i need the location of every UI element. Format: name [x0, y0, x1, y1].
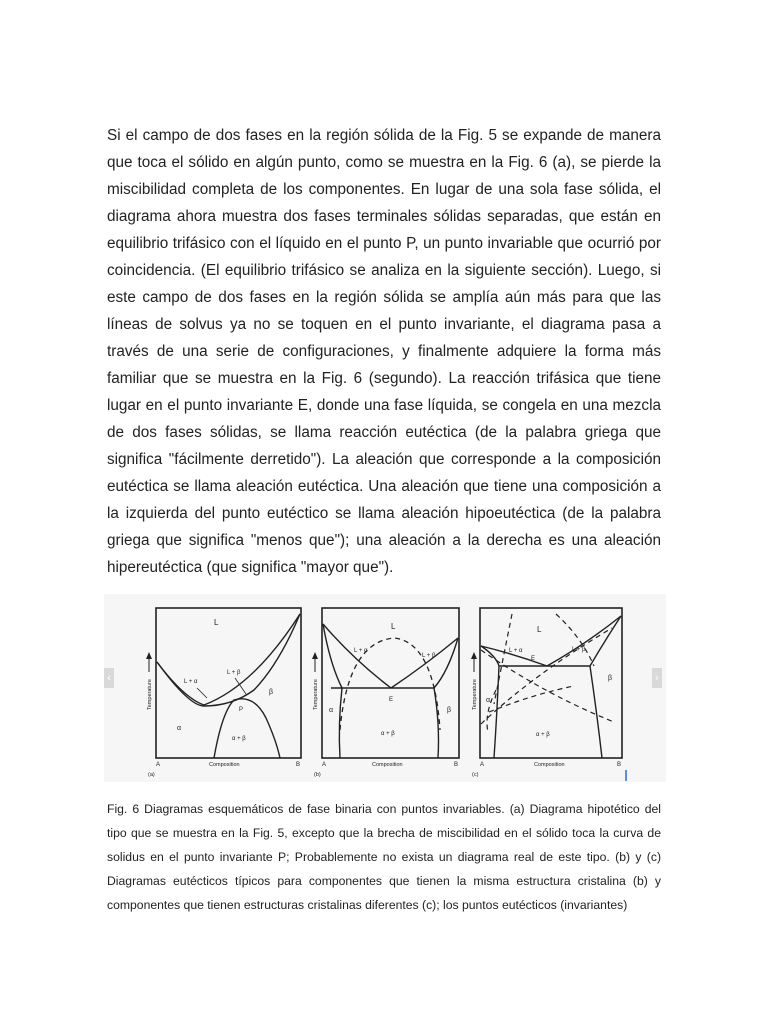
phase-diagrams-figure — [104, 594, 666, 784]
panel-c-dashed-6 — [489, 686, 574, 712]
panel-a-label-L-beta: L + β — [227, 670, 241, 676]
panel-a-x-axis-label: Composition — [209, 762, 240, 768]
carousel-prev-button[interactable]: ‹ — [104, 668, 114, 688]
panel-c-x-axis-label: Composition — [534, 762, 565, 768]
panel-c-end-A: A — [480, 762, 485, 768]
panel-a-tag: (a) — [148, 772, 155, 778]
panel-b-tag: (b) — [314, 772, 321, 778]
panel-c-end-B: B — [617, 762, 622, 768]
panel-a-solvus — [214, 699, 280, 758]
panel-c-y-arrowhead — [471, 652, 477, 659]
panel-b-end-A: A — [322, 762, 327, 768]
body-paragraph: Si el campo de dos fases en la región sólida de la Fig. 5 se expande de manera que toca el sólido en algún punto, como se muestra en la Fig. 6 (a), se pierde la miscibilidad completa de los componentes. En lugar de una sola fase sólida, el diagrama ahora muestra dos fases terminales sólidas separadas, que están en equilibrio trifásico con el líquido en el punto P, un punto invariable que ocurrió por coincidencia. (El equilibrio trifásico se analiza en la siguiente sección). Luego, si este campo de dos fases en la región sólida se amplía aún más para que las líneas de solvus ya no se toquen en el punto invariante, el diagrama pasa a través de una serie de configuraciones, y finalmente adquiere la forma más familiar que se muestra en la Fig. 6 (segundo). La reacción trifásica que tiene lugar en el punto invariante E, donde una fase líquida, se congela en una mezcla de dos fases sólidas, se llama reacción eutéctica (de la palabra griega que significa "fácilmente derretido"). La aleación que corresponde a la composición eutéctica se llama aleación eutéctica. Una aleación que tiene una composición a la izquierda del punto eutéctico se llama aleación hipoeutéctica (de la palabra griega que significa "menos que"); una aleación a la derecha es una aleación hipereutéctica (que significa "mayor que"). — [107, 127, 661, 576]
panel-a-label-L-alpha: L + α — [184, 679, 198, 685]
panel-c-dashed-4 — [481, 650, 614, 722]
panel-b-label-beta: β — [447, 707, 452, 714]
carousel-next-button[interactable]: › — [652, 668, 662, 688]
panel-c-label-L: L — [537, 625, 542, 634]
panel-b-end-B: B — [454, 762, 459, 768]
panel-a-label-L: L — [214, 618, 219, 627]
panel-c-frame — [480, 608, 622, 758]
panel-c-y-axis-label: Temperature — [472, 679, 478, 710]
panel-b-label-L: L — [391, 622, 396, 631]
panel-c-tag: (c) — [472, 772, 479, 778]
panel-b-label-alpha: α — [329, 707, 334, 714]
panel-b-label-E: E — [389, 697, 394, 703]
panel-c — [471, 608, 622, 778]
panel-a-label-P: P — [239, 707, 244, 713]
panel-c-label-L-alpha: L + α — [509, 648, 523, 654]
panel-a-liquidus — [157, 614, 300, 705]
panel-b-label-L-alpha: L + α — [354, 648, 368, 654]
panel-a-label-beta: β — [269, 689, 274, 696]
panel-b-solvus-right — [434, 688, 439, 758]
panel-a-leader-1 — [197, 688, 207, 698]
panel-b-solvus-left — [339, 688, 342, 758]
panel-c-dashed-3 — [481, 628, 612, 724]
panel-c-dashed-2 — [494, 614, 512, 704]
panel-a — [146, 608, 301, 778]
panel-b-y-arrowhead — [312, 652, 318, 659]
panel-c-liquidus-right — [547, 616, 621, 666]
panel-b-label-alpha-beta: α + β — [381, 731, 395, 737]
panel-b-liquidus-right — [391, 638, 458, 688]
panel-b-solidus-left — [323, 624, 342, 688]
panel-b-y-axis-label: Temperature — [313, 679, 319, 710]
panel-b-solidus-right — [434, 638, 458, 688]
panel-b-x-axis-label: Composition — [372, 762, 403, 768]
panel-a-label-alpha: α — [177, 725, 182, 732]
panel-b — [312, 608, 459, 778]
panel-a-end-B: B — [296, 762, 301, 768]
panel-b-liquidus-left — [323, 624, 391, 688]
panel-c-label-beta: β — [608, 675, 613, 682]
panel-a-y-arrowhead — [146, 652, 152, 659]
panel-c-label-alpha-beta: α + β — [536, 732, 550, 738]
panel-a-label-alpha-beta: α + β — [232, 736, 246, 742]
panel-a-end-A: A — [156, 762, 161, 768]
panel-c-label-E: E — [531, 656, 536, 662]
panel-c-solidus-right — [590, 616, 621, 666]
text-cursor-marker — [625, 770, 627, 781]
panel-b-label-L-beta: L + β — [422, 653, 436, 659]
panel-a-frame — [156, 608, 301, 758]
panel-c-label-L-beta: L + β — [572, 647, 586, 653]
panel-a-y-axis-label: Temperature — [147, 679, 153, 710]
figure-caption: Fig. 6 Diagramas esquemáticos de fase binaria con puntos invariables. (a) Diagrama hipotético del tipo que se muestra en la Fig. 5, excepto que la brecha de miscibilidad en el sólido toca la curva de solidus en el punto invariante P; Probablemente no exista un diagrama real de este tipo. (b) y (c) Diagramas eutécticos típicos para componentes que tienen la misma estructura cristalina (b) y componentes que tienen estructuras cristalinas diferentes (c); los puntos eutécticos (invariantes) — [107, 802, 661, 912]
panel-c-label-alpha: α — [486, 697, 491, 704]
